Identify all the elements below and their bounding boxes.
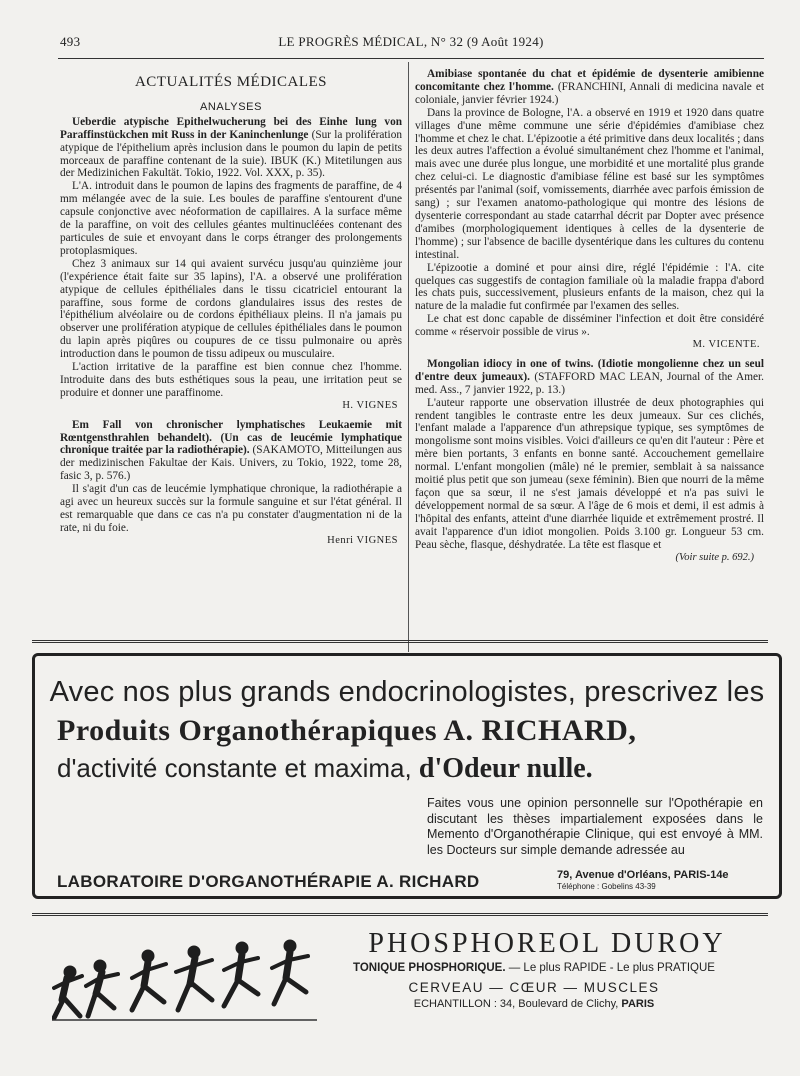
ad-address [557,869,729,893]
article3-paragraph: L'épizootie a dominé et pour ainsi dire, réglé l'épidémie : l'A. cite quelques cas suggestifs de contagion familiale où la maladie frappa d'abord les chats puis, successivement, plusieurs enfants de la maison, chez qui la nature de la maladie fut confirmée par l'examen des selles. [415,261,764,313]
article3-heading [415,68,764,107]
runners-illustration [52,930,317,1025]
ad-separator [32,640,768,643]
article4-paragraph: L'auteur rapporte une observation illustrée de deux photographies qui rendent tangibles le contraste entre les deux jumeaux. Sur ces clichés, l'enfant malade a l'apparence d'un athrepsique typique, ses symptômes de mongolisme sont moins visibles. Voici d'ailleurs ce qu'en dit l'auteur : Père et mère bien portants, 3 enfants en bonne santé. Accouchement gemellaire normal. L'enfant mongolien (mâle) né le premier, semblait à sa naissance moitié plus petit que son jumeau (sexe féminin). Bien que nourri de la même façon que sa sœur, il ne s'est jamais développé et n'a pas suivi le développement normal de sa sœur. A l'âge de 6 mois et demi, il est admis à l'hôpital des enfants, atteint d'une diarrhée liquide et extrêmement prostré. Il avait l'apparence d'un idiot mongolien. Poids 3.100 gr. Longueur 53 cm. Peau sèche, flasque, déshydratée. La tête est flasque et [415,396,764,551]
duroy-advertisement [32,920,782,1040]
article1-paragraph: L'A. introduit dans le poumon de lapins des fragments de paraffine, de 4 mm mélangée avec de la suie. Les boules de paraffine s'entourent d'une capsule conjonctive avec néoformation de capillaires. A la surface même de la paraffine, on voit des cellules géantes multinucléées contenant des particules de suie et envoyant dans le corps étranger des prolongements protoplasmiques. [60,180,402,257]
ad-claim-emphasis: d'Odeur nulle. [418,753,593,784]
duroy-sample-city: PARIS [621,998,655,1010]
page-number: 493 [60,34,81,49]
column-divider [408,62,409,652]
article3-signature: M. VICENTE. [692,339,760,351]
page-header [60,34,762,52]
ad-product-name: Produits Organothérapiques A. RICHARD, [57,714,637,747]
article3-paragraph: Le chat est donc capable de disséminer l'infection et doit être considéré comme « réservoir possible de virus ». [415,313,764,339]
header-rule [58,58,764,59]
richard-advertisement [32,653,782,899]
duroy-sample-text: ECHANTILLON : 34, Boulevard de Clichy, [413,998,619,1010]
article4-title: Mongolian idiocy in one of twins. (Idiotie mongolienne chez un seul d'entre deux jumeaux). [415,357,764,383]
ad-street: 79, Avenue d'Orléans, PARIS-14e [557,869,729,881]
article3-reference: (FRANCHINI, Annali di medicina navale et coloniale, janvier février 1924.) [415,80,764,106]
continued-note: (Voir suite p. 692.) [675,551,754,563]
duroy-organs: CERVEAU — CŒUR — MUSCLES [408,980,660,995]
duroy-brand: PHOSPHOREOL DUROY [368,928,726,959]
article4-heading [415,358,764,397]
article1-paragraph: Chez 3 animaux sur 14 qui avaient survécu jusqu'au quinzième jour (l'expérience était faite sur 35 lapins), l'A. a observé une prolifération atypique de cellules épithéliales dans le tissu cicatriciel entourant la paraffine, sous forme de cordons glandulaires issus des restes de l'épithélium alvéolaire ou de cordons épithéliaux pleins. Il n'a jamais pu observer une prolifération atypique de cellules épithéliales dans le poumon du lapin après piqûres ou coupures de ce tissu pulmonaire ou après introduction dans le poumon de tissu adipeux ou musculaire. [60,257,402,361]
section-title: ACTUALITÉS MÉDICALES [134,74,328,90]
article1-heading [60,116,402,181]
ad-separator [32,913,768,916]
ad-claim-text: d'activité constante et maxima, [57,753,412,783]
article3-title: Amibiase spontanée du chat et épidémie de dysenterie amibienne concomitante chez l'homme. [415,68,764,93]
ad-headline: Avec nos plus grands endocrinologistes, prescrivez les [49,676,765,708]
duroy-sample-address [294,998,774,1010]
article1-reference: (Sur la prolifération atypique de l'épithelium après inclusion dans le poumon du lapin de petits morceaux de paraffine contenant de la suie). IBUK (K.) Mitetilungen aus der Medizinichen Fakultät. Tokio, 1922. Vol. XXX, p. 35). [60,128,402,180]
article2-reference: (SAKAMOTO, Mitteilungen aus der medizinischen Fakultae der Kais. Univers, zu Tokio, 1922, tome 28, fasic 3, p. 576.) [60,444,403,483]
journal-title: LE PROGRÈS MÉDICAL, N° 32 (9 Août 1924) [278,34,544,49]
article4-reference: (STAFFORD MAC LEAN, Journal of the Amer. med. Ass., 7 janvier 1922, p. 13.) [415,370,764,396]
article2-signature: Henri VIGNES [327,534,398,546]
ad-laboratory: LABORATOIRE D'ORGANOTHÉRAPIE A. RICHARD [57,872,480,891]
ad-claim [57,753,593,785]
duroy-tagline [294,962,774,974]
ad-side-text: Faites vous une opinion personnelle sur l'Opothérapie en discutant les thèses impartialement exposées dans le Memento d'Organothérapie Clinique, qui est envoyé à MM. les Docteurs sur simple demande adressée au [427,796,763,857]
duroy-tagline-rest: — Le plus RAPIDE - Le plus PRATIQUE [508,962,715,974]
right-column [415,62,764,564]
article3-paragraph: Dans la province de Bologne, l'A. a observé en 1919 et 1920 dans quatre villages d'une même commune une série d'épidémies d'amibiase chez l'homme et chez le chat. L'épizootie a été primitive dans deux localités ; dans les deux autres l'affection a évolué simultanément chez l'homme et l'animal, mais avec une durée plus longue, une morbidité et une mortalité plus grande chez celui-ci. Le diagnostic d'amibiase féline est basé sur les symptômes présentés par l'animal (soif, vomissements, diarrhée avec parfois émission de sang) ; sur l'examen anatomo-pathologique qui montre des lésions de dysenterie correspondant au stade catarrhal décrit par Dopter avec présence d'amibes (morphologiquement identiques à celles de la dysenterie de l'homme) ; sur l'absence de bacille dysentérique dans les cultures du contenu intestinal. [415,106,764,261]
article1-paragraph: L'action irritative de la paraffine est bien connue chez l'homme. Introduite dans des buts esthétiques sous la peau, une irritation peut se produire et donner une paraffinome. [60,361,402,399]
article1-signature: H. VIGNES [342,399,398,411]
duroy-tagline-main: TONIQUE PHOSPHORIQUE. [353,962,506,974]
article2-title: Em Fall von chronischer lymphatisches Leukaemie mit Rœntgensthrahlen behandelt). (Un cas de leucémie lymphatique chronique traitée par la radiothérapie). [60,418,402,457]
article2-heading [60,419,402,484]
left-column [60,62,402,554]
article2-paragraph: Il s'agit d'un cas de leucémie lymphatique chronique, la radiothérapie a agi avec un heureux succès sur la formule sanguine et sur l'état général. Il est remarquable que dans ce cas n'a pu constater d'augmentation ni de la rate, ni du foie. [60,483,402,534]
ad-telephone: Téléphone : Gobelins 43-39 [557,882,656,891]
article1-title: Ueberdie atypische Epithelwucherung bei des Einhe lung von Paraffinstückchen mit Russ in der Kaninchenlunge [60,115,402,141]
subsection-title: ANALYSES [199,100,263,113]
